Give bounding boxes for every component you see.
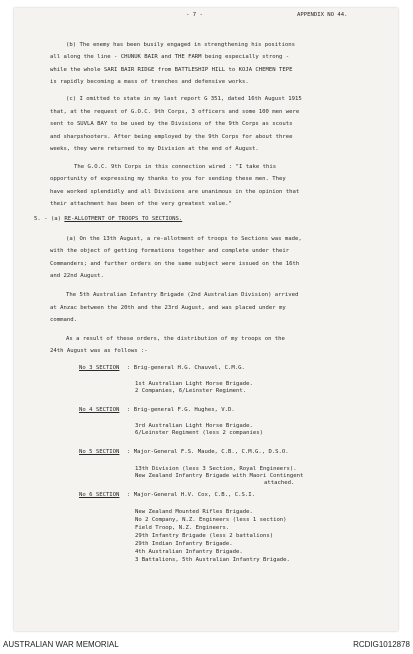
- section-commander-4: : Brig-general F.G. Hughes, V.D.: [127, 407, 235, 413]
- unit-line: Field Troop, N.Z. Engineers.: [135, 525, 230, 531]
- text-line: (b) The enemy has been busily engaged in strengthening his positions: [66, 42, 296, 48]
- text-line: (a) On the 13th August, a re-allotment of troops to Sections was made,: [66, 236, 302, 242]
- unit-line: 4th Australian Infantry Brigade.: [135, 549, 243, 555]
- unit-line: New Zealand Mounted Rifles Brigade.: [135, 509, 253, 515]
- text-line: sent to SUVLA BAY to be used by the Divisions of the 9th Corps as scouts: [50, 121, 293, 127]
- unit-line: 13th Division (less 3 Section, Royal Engineers).: [135, 466, 297, 472]
- text-line: As a result of these orders, the distribution of my troops on the: [66, 336, 285, 342]
- text-line: weeks, they were returned to my Division at the end of August.: [50, 146, 259, 152]
- footer-source: AUSTRALIAN WAR MEMORIAL: [3, 640, 119, 649]
- text-line: (c) I omitted to state in my last report G 351, dated 16th August 1915: [66, 96, 302, 102]
- text-line: is rapidly becoming a mass of trenches and defensive works.: [50, 79, 249, 85]
- unit-line: 2 Companies, 6/Leinster Regiment.: [135, 388, 247, 394]
- text-line: The 5th Australian Infantry Brigade (2nd Australian Division) arrived: [66, 292, 299, 298]
- unit-line: 29th Infantry Brigade (less 2 battalions): [135, 533, 274, 539]
- unit-line: No 2 Company, N.Z. Engineers (less 1 section): [135, 517, 287, 523]
- section-label-6: No 6 SECTION: [79, 492, 120, 498]
- text-line: have worked splendidly and all Divisions are unanimous in the opinion that: [50, 189, 300, 195]
- text-line: Commanders; and further orders on the same subject were issued on the 16th: [50, 261, 300, 267]
- footer-id: RCDIG1012878: [353, 640, 410, 649]
- section-commander-6: : Major-General H.V. Cox, C.B., C.S.I.: [127, 492, 255, 498]
- text-line: 24th August was as follows :-: [50, 348, 148, 354]
- text-line: with the object of getting formations together and complete under their: [50, 248, 290, 254]
- section-commander-3: : Brig-general H.G. Chauvel, C.M.G.: [127, 365, 245, 371]
- unit-line: 1st Australian Light Horse Brigade.: [135, 381, 253, 387]
- text-line: opportunity of expressing my thanks to you for sending these men. They: [50, 176, 286, 182]
- section-label-4: No 4 SECTION: [79, 407, 120, 413]
- text-line: and sharpshooters. After being employed by the 9th Corps for about three: [50, 134, 293, 140]
- unit-line: attached.: [264, 480, 295, 486]
- unit-line: 3rd Australian Light Horse Brigade.: [135, 423, 253, 429]
- unit-line: 3 Battalions, 5th Australian Infantry Brigade.: [135, 557, 290, 563]
- section-number: 5. - (a): [34, 216, 61, 222]
- unit-line: 29th Indian Infantry Brigade.: [135, 541, 233, 547]
- section-label-3: No 3 SECTION: [79, 365, 120, 371]
- section-title: RE-ALLOTMENT OF TROOPS TO SECTIONS.: [64, 216, 183, 222]
- page-number: - 7 -: [186, 12, 203, 18]
- text-line: their attachment has been of the very greatest value.": [50, 201, 232, 207]
- text-line: at Anzac between the 20th and the 23rd August, and was placed under my: [50, 305, 286, 311]
- section-label-5: No 5 SECTION: [79, 449, 120, 455]
- appendix-number: APPENDIX NO 44.: [297, 12, 348, 18]
- text-line: and 22nd August.: [50, 273, 104, 279]
- text-line: command.: [50, 317, 77, 323]
- text-line: all along the line - CHUNUK BAIR and THE FARM being especially strong -: [50, 54, 290, 60]
- unit-line: 6/Leinster Regiment (less 2 companies): [135, 430, 263, 436]
- text-line: The G.O.C. 9th Corps in this connection wired : "I take this: [74, 164, 277, 170]
- section-commander-5: : Major-General F.S. Maude, C.B., C.M.G., D.S.O.: [127, 449, 289, 455]
- document-page: [14, 8, 398, 631]
- text-line: while the whole SARI BAIR RIDGE from BATTLESHIP HILL to KOJA CHEMEN TEPE: [50, 67, 293, 73]
- footer-bar: [0, 638, 413, 654]
- unit-line: New Zealand Infantry Brigade with Maori Contingent: [135, 473, 304, 479]
- section-heading: [34, 216, 182, 224]
- text-line: that, at the request of G.O.C. 9th Corps, 3 officers and some 100 men were: [50, 109, 300, 115]
